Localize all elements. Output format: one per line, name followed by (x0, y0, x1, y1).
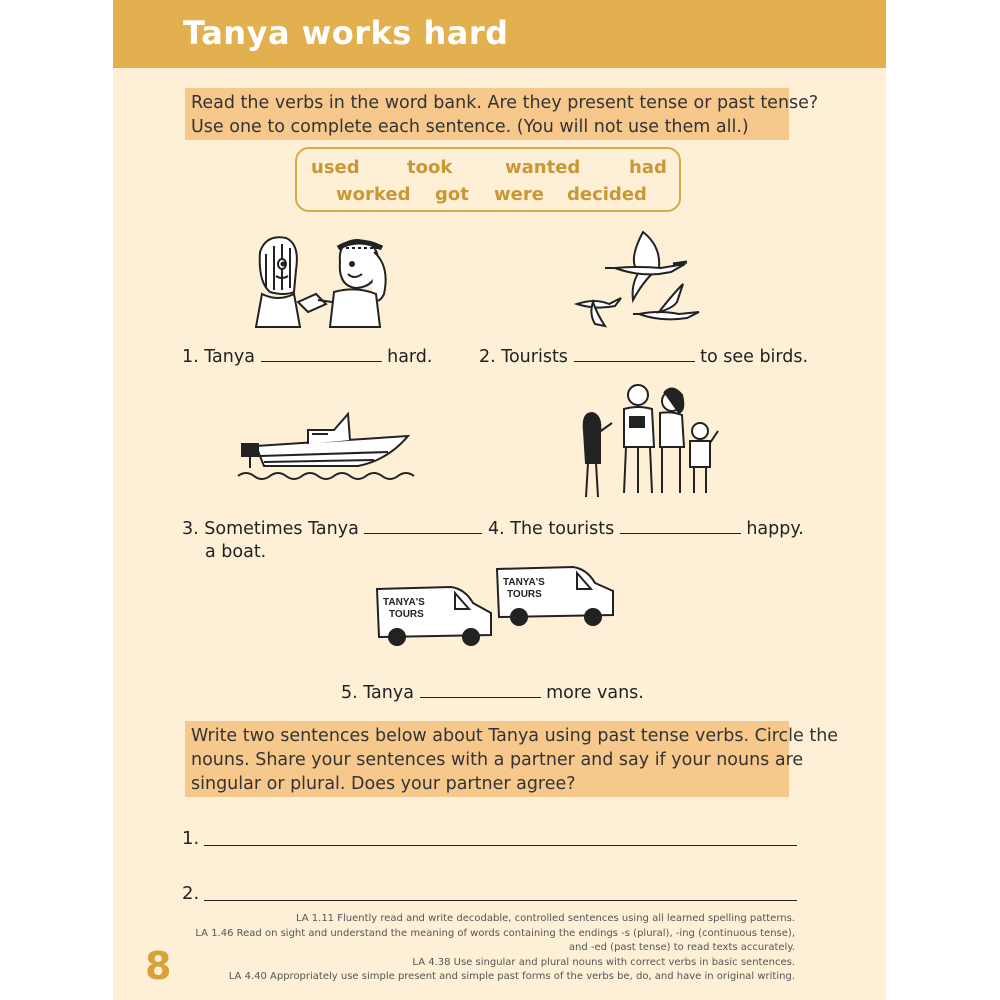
word-bank-word: had (629, 157, 667, 178)
van-label: TANYA'S (383, 597, 425, 608)
title-bar (113, 0, 886, 68)
word-bank-word: wanted (505, 157, 581, 178)
instruction-line: Use one to complete each sentence. (You will not use them all.) (191, 117, 749, 137)
instruction-line: Write two sentences below about Tanya using past tense verbs. Circle the (191, 726, 839, 746)
boat-illustration (238, 410, 413, 485)
van-label: TANYA'S (503, 577, 545, 588)
word-bank (295, 147, 681, 212)
writing-line[interactable] (204, 845, 797, 846)
answer-blank[interactable] (261, 347, 382, 362)
word-bank-word: got (435, 184, 469, 205)
standard-line: and -ed (past tense) to read texts accurately. (568, 942, 795, 954)
girls-money-illustration (248, 232, 398, 327)
birds-illustration (575, 228, 715, 328)
word-bank-word: worked (336, 184, 411, 205)
standard-line: LA 1.46 Read on sight and understand the meaning of words containing the endings -s (plural), -ing (continuous tense), (195, 927, 795, 939)
sentence-4: 4. The tourists happy. (488, 519, 804, 539)
sentence-3-line-2: a boat. (205, 542, 267, 562)
tourist-family-illustration (578, 383, 718, 501)
word-bank-word: were (494, 184, 544, 205)
instruction-line: nouns. Share your sentences with a partner and say if your nouns are (191, 750, 804, 770)
van-label: TOURS (507, 589, 542, 600)
writing-line[interactable] (204, 900, 797, 901)
worksheet-page (113, 0, 886, 1000)
van-label: TOURS (389, 609, 424, 620)
instructions-writing (185, 721, 839, 797)
answer-blank[interactable] (364, 519, 482, 534)
writing-line-number: 2. (182, 883, 200, 904)
answer-blank[interactable] (574, 347, 695, 362)
answer-blank[interactable] (620, 519, 741, 534)
sentence-2: 2. Tourists to see birds. (479, 347, 809, 367)
sentence-3: 3. Sometimes Tanya (182, 519, 482, 539)
instruction-line: singular or plural. Does your partner agree? (191, 774, 576, 794)
word-bank-word: decided (567, 184, 647, 205)
instructions-word-bank (185, 88, 819, 140)
writing-line-number: 1. (182, 828, 200, 849)
curriculum-standards (175, 912, 795, 985)
standard-line: LA 4.40 Appropriately use simple present and simple past forms of the verbs be, do, and have in original writing. (228, 971, 795, 983)
instruction-line: Read the verbs in the word bank. Are they present tense or past tense? (191, 93, 819, 113)
answer-blank[interactable] (420, 683, 541, 698)
page-number: 8 (145, 944, 172, 988)
tour-vans-illustration (373, 565, 618, 650)
word-bank-word: took (407, 157, 453, 178)
sentence-5: 5. Tanya more vans. (341, 683, 644, 703)
standard-line: LA 1.11 Fluently read and write decodable, controlled sentences using all learned spelling patterns. (295, 913, 795, 924)
standard-line: LA 4.38 Use singular and plural nouns with correct verbs in basic sentences. (412, 956, 795, 968)
sentence-1: 1. Tanya hard. (182, 347, 433, 367)
word-bank-word: used (311, 157, 360, 178)
page-title: Tanya works hard (183, 14, 509, 52)
